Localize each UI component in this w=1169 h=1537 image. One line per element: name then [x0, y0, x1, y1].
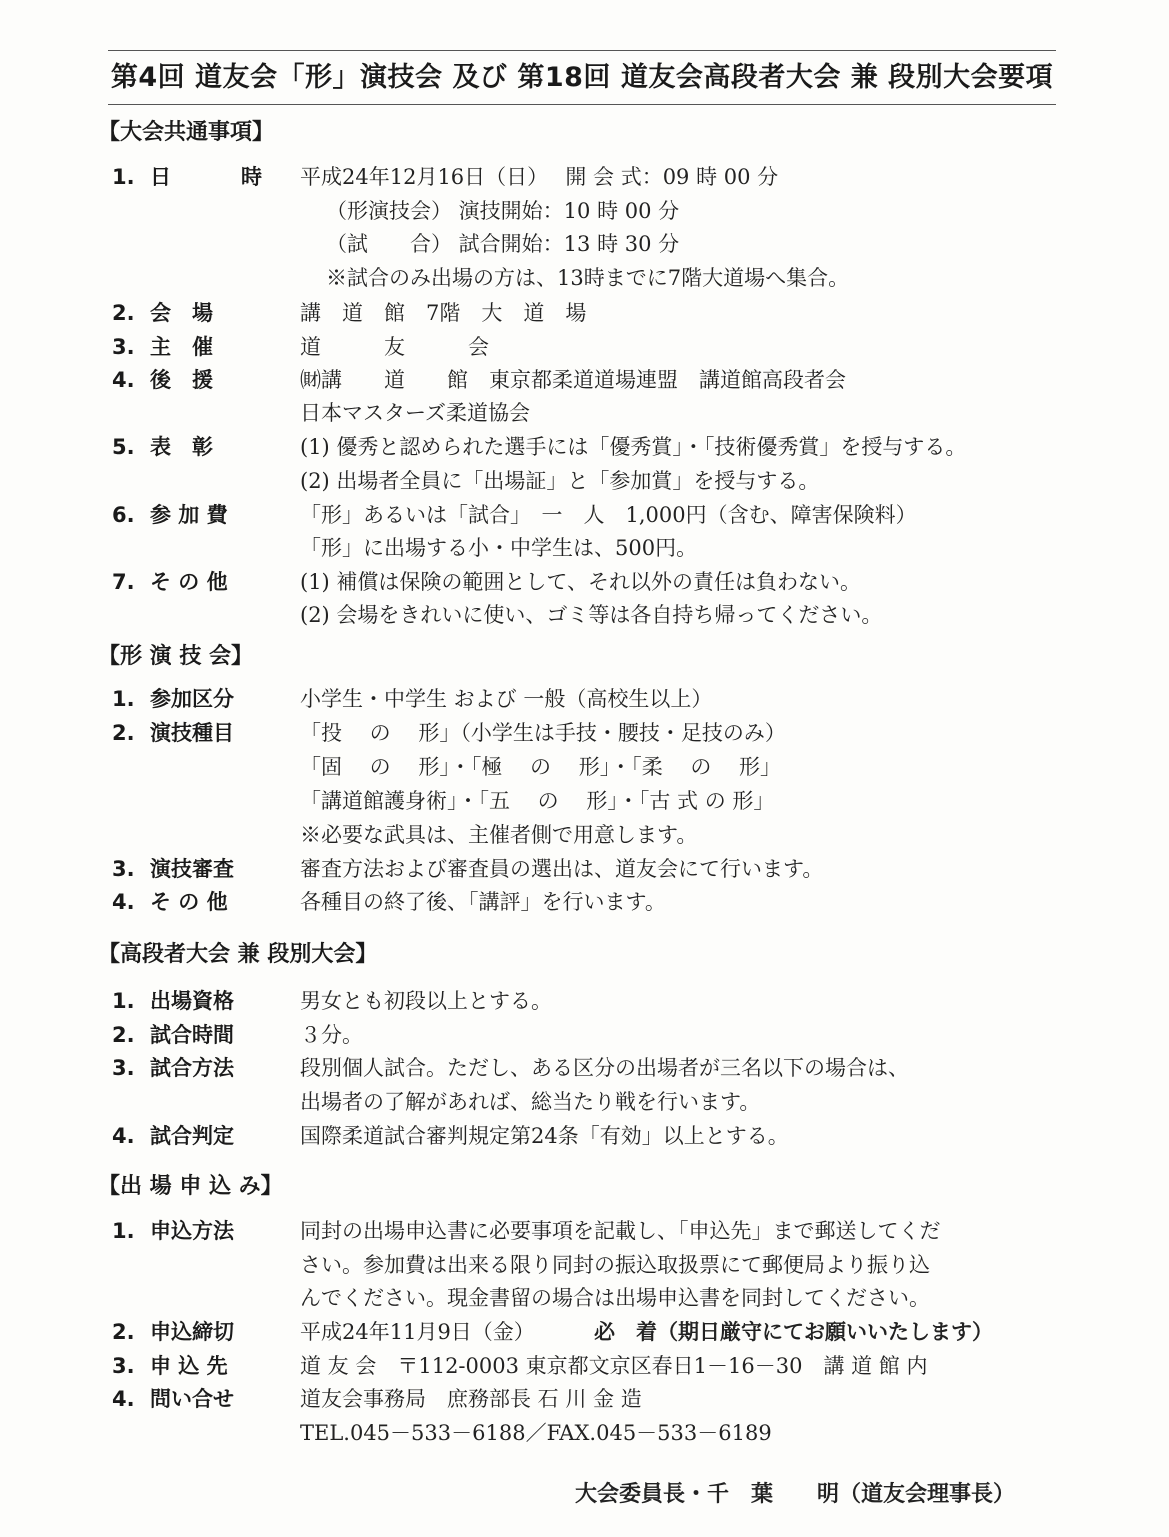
koudan-item-method-line2 — [0, 1085, 1169, 1119]
item-label: そ の 他 — [150, 570, 228, 594]
common-item-organizer: 3. 主 催 道 友 会 — [0, 330, 1169, 364]
item-text: 各種目の終了後、「講評」を行います。 — [300, 890, 666, 914]
item-text: 講 道 館 7階 大 道 場 — [300, 301, 587, 325]
entry-item-method-line2 — [0, 1248, 1169, 1282]
item-text: ※必要な武具は、主催者側で用意します。 — [300, 823, 698, 847]
item-text: ※試合のみ出場の方は、13時までに7階大道場へ集合。 — [326, 266, 850, 290]
item-label: 申込締切 — [150, 1320, 234, 1344]
item-label: 日 時 — [150, 165, 262, 189]
item-label: 参 加 費 — [150, 503, 228, 527]
item-label: 試合時間 — [150, 1023, 234, 1047]
item-label: 会 場 — [150, 301, 213, 325]
item-text: ３分。 — [300, 1023, 363, 1047]
page-title: 第4回 道友会「形」演技会 及び 第18回 道友会高段者大会 兼 段別大会要項 — [110, 62, 1054, 93]
koudan-item-method: 3. 試合方法 段別個人試合。ただし、ある区分の出場者が三名以下の場合は、 — [0, 1051, 1169, 1085]
common-item-date: 1. 日 時 平成24年12月16日（日） 開 会 式：09 時 00 分 — [0, 160, 1169, 194]
item-label: 表 彰 — [150, 435, 213, 459]
contact-phone-fax: TEL.045－533－6188／FAX.045－533－6189 — [300, 1421, 772, 1445]
item-text: 小学生・中学生 および 一般（高校生以上） — [300, 687, 713, 711]
kata-item-other: 4. そ の 他 各種目の終了後、「講評」を行います。 — [0, 885, 1169, 919]
entry-item-deadline: 2. 申込締切 平成24年11月9日（金） 必 着（期日厳守にてお願いいたします） — [0, 1315, 1169, 1349]
item-text: （試 合） 試合開始：13 時 30 分 — [326, 232, 680, 256]
item-text: 「固 の 形」・「極 の 形」・「柔 の 形」 — [300, 755, 782, 779]
kata-item-events: 2. 演技種目 「投 の 形」（小学生は手技・腰技・足技のみ） — [0, 716, 1169, 750]
item-text: 日本マスターズ柔道協会 — [300, 401, 530, 425]
item-text: 出場者の了解があれば、総当たり戦を行います。 — [300, 1090, 761, 1114]
item-text: (2) 会場をきれいに使い、ゴミ等は各自持ち帰ってください。 — [300, 603, 883, 627]
kata-item-events-line2 — [0, 750, 1169, 784]
item-label: 演技審査 — [150, 857, 234, 881]
section-heading-common: 【大会共通事項】 — [98, 120, 275, 145]
deadline-note: 必 着（期日厳守にてお願いいたします） — [594, 1320, 993, 1344]
item-text: 「形」に出場する小・中学生は、500円。 — [300, 536, 698, 560]
item-label: 出場資格 — [150, 989, 234, 1013]
item-text: 平成24年12月16日（日） 開 会 式：09 時 00 分 — [300, 165, 779, 189]
item-text: 道 友 会 — [300, 335, 489, 359]
kata-item-events-line3 — [0, 784, 1169, 818]
common-item-support-line2 — [0, 396, 1169, 430]
entry-item-contact: 4. 問い合せ 道友会事務局 庶務部長 石 川 金 造 — [0, 1382, 1169, 1416]
item-text: 平成24年11月9日（金） — [300, 1320, 535, 1344]
signature: 大会委員長・千 葉 明（道友会理事長） — [575, 1482, 1016, 1507]
entry-item-address: 3. 申 込 先 道 友 会 〒112-0003 東京都文京区春日1－16－30 講 道 館 内 — [0, 1349, 1169, 1383]
item-text: (1) 優秀と認められた選手には「優秀賞」・「技術優秀賞」を授与する。 — [300, 435, 967, 459]
kata-item-events-line4 — [0, 818, 1169, 852]
item-text: 国際柔道試合審判規定第24条「有効」以上とする。 — [300, 1124, 789, 1148]
item-text: 「講道館護身術」・「五 の 形」・「古 式 の 形」 — [300, 789, 775, 813]
item-label: そ の 他 — [150, 890, 228, 914]
common-item-date-line2 — [0, 194, 1169, 228]
common-item-award-line2 — [0, 464, 1169, 498]
item-text: （形演技会） 演技開始：10 時 00 分 — [326, 199, 680, 223]
item-text: ㈶講 道 館 東京都柔道道場連盟 講道館高段者会 — [300, 368, 846, 392]
common-item-fee: 6. 参 加 費 「形」あるいは「試合」 一 人 1,000円（含む、障害保険料） — [0, 498, 1169, 532]
section-heading-entry: 【出 場 申 込 み】 — [98, 1174, 283, 1199]
item-text: 審査方法および審査員の選出は、道友会にて行います。 — [300, 857, 824, 881]
item-text: 「投 の 形」（小学生は手技・腰技・足技のみ） — [300, 721, 786, 745]
item-label: 後 援 — [150, 368, 213, 392]
item-label: 試合判定 — [150, 1124, 234, 1148]
koudan-item-time: 2. 試合時間 ３分。 — [0, 1018, 1169, 1052]
section-heading-kata: 【形 演 技 会】 — [98, 644, 253, 669]
item-label: 申込方法 — [150, 1219, 234, 1243]
common-item-other-line2 — [0, 598, 1169, 632]
title-rule-top — [108, 50, 1056, 51]
title-rule-bottom — [108, 104, 1056, 105]
item-label: 申 込 先 — [150, 1354, 228, 1378]
common-item-date-line4 — [0, 261, 1169, 295]
common-item-award: 5. 表 彰 (1) 優秀と認められた選手には「優秀賞」・「技術優秀賞」を授与する。 — [0, 430, 1169, 464]
common-item-other: 7. そ の 他 (1) 補償は保険の範囲として、それ以外の責任は負わない。 — [0, 565, 1169, 599]
common-item-venue: 2. 会 場 講 道 館 7階 大 道 場 — [0, 296, 1169, 330]
item-label: 問い合せ — [150, 1387, 234, 1411]
item-label: 参加区分 — [150, 687, 234, 711]
item-label: 演技種目 — [150, 721, 234, 745]
item-label: 主 催 — [150, 335, 213, 359]
item-text: 段別個人試合。ただし、ある区分の出場者が三名以下の場合は、 — [300, 1056, 909, 1080]
common-item-fee-line2 — [0, 531, 1169, 565]
item-text: 道 友 会 〒112-0003 東京都文京区春日1－16－30 講 道 館 内 — [300, 1354, 928, 1378]
common-item-support: 4. 後 援 ㈶講 道 館 東京都柔道道場連盟 講道館高段者会 — [0, 363, 1169, 397]
koudan-item-decision: 4. 試合判定 国際柔道試合審判規定第24条「有効」以上とする。 — [0, 1119, 1169, 1153]
item-text: んでください。現金書留の場合は出場申込書を同封してください。 — [300, 1286, 930, 1310]
kata-item-judging: 3. 演技審査 審査方法および審査員の選出は、道友会にて行います。 — [0, 852, 1169, 886]
koudan-item-eligibility: 1. 出場資格 男女とも初段以上とする。 — [0, 984, 1169, 1018]
item-text: 男女とも初段以上とする。 — [300, 989, 552, 1013]
item-text: 同封の出場申込書に必要事項を記載し、「申込先」まで郵送してくだ — [300, 1219, 941, 1243]
item-text: (2) 出場者全員に「出場証」と「参加賞」を授与する。 — [300, 469, 820, 493]
item-text: (1) 補償は保険の範囲として、それ以外の責任は負わない。 — [300, 570, 861, 594]
item-text: 道友会事務局 庶務部長 石 川 金 造 — [300, 1387, 642, 1411]
entry-item-method: 1. 申込方法 同封の出場申込書に必要事項を記載し、「申込先」まで郵送してくだ — [0, 1214, 1169, 1248]
entry-item-method-line3 — [0, 1281, 1169, 1315]
entry-item-contact-line2 — [0, 1416, 1169, 1450]
section-heading-koudan: 【高段者大会 兼 段別大会】 — [98, 942, 378, 967]
item-label: 試合方法 — [150, 1056, 234, 1080]
item-text: 「形」あるいは「試合」 一 人 1,000円（含む、障害保険料） — [300, 503, 917, 527]
item-text: さい。参加費は出来る限り同封の振込取扱票にて郵便局より振り込 — [300, 1253, 930, 1277]
common-item-date-line3 — [0, 227, 1169, 261]
kata-item-category: 1. 参加区分 小学生・中学生 および 一般（高校生以上） — [0, 682, 1169, 716]
